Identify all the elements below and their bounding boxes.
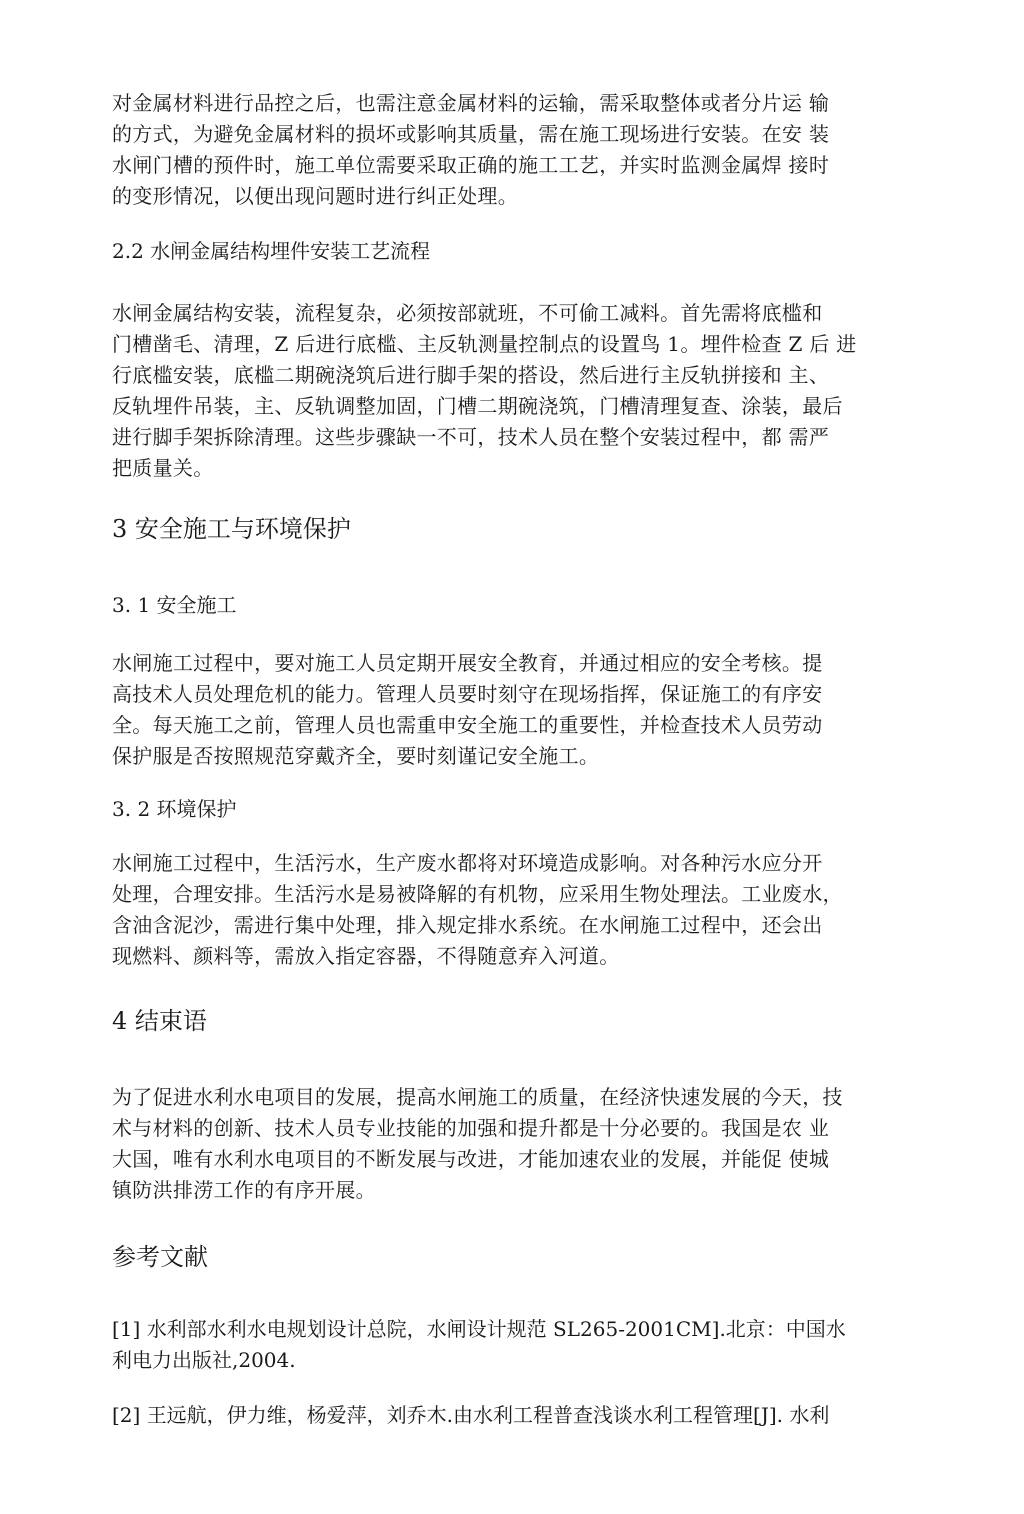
text-line: 镇防洪排涝工作的有序开展。	[112, 1178, 376, 1202]
reference-1	[112, 1314, 846, 1376]
text-line: 大国，唯有水利水电项目的不断发展与改进，才能加速农业的发展，并能促 使城	[112, 1147, 830, 1171]
text-line: 的变形情况，以便出现问题时进行纠正处理。	[112, 184, 518, 208]
text-line: 全。每天施工之前，管理人员也需重申安全施工的重要性，并检查技术人员劳动	[112, 713, 823, 737]
text-line: 高技术人员处理危机的能力。管理人员要时刻守在现场指挥，保证施工的有序安	[112, 682, 823, 706]
paragraph-metal-transport	[112, 88, 829, 212]
heading-references: 参考文献	[112, 1243, 208, 1271]
text-line: 为了促进水利水电项目的发展，提高水闸施工的质量，在经济快速发展的今天，技	[112, 1085, 843, 1109]
paragraph-environment	[112, 848, 843, 972]
heading-section-3: 3 安全施工与环境保护	[112, 515, 351, 543]
subheading-3-1: 3. 1 安全施工	[112, 593, 237, 617]
subheading-2-2: 2.2 水闸金属结构埋件安装工艺流程	[112, 239, 431, 263]
text-line: [1] 水利部水利水电规划设计总院，水闸设计规范 SL265-2001CM].北京：中国水	[112, 1317, 846, 1341]
text-line: 水闸金属结构安装，流程复杂，必须按部就班，不可偷工减料。首先需将底槛和	[112, 301, 823, 325]
text-line: 水闸施工过程中，要对施工人员定期开展安全教育，并通过相应的安全考核。提	[112, 651, 823, 675]
paragraph-conclusion	[112, 1082, 843, 1206]
text-line: 含油含泥沙，需进行集中处理，排入规定排水系统。在水闸施工过程中，还会出	[112, 913, 823, 937]
text-line: 反轨埋件吊装，主、反轨调整加固，门槽二期碗浇筑，门槽清理复查、涂装，最后	[112, 394, 843, 418]
reference-2	[112, 1400, 829, 1431]
subheading-3-2: 3. 2 环境保护	[112, 797, 237, 821]
text-line: 术与材料的创新、技术人员专业技能的加强和提升都是十分必要的。我国是农 业	[112, 1116, 830, 1140]
text-line: 处理，合理安排。生活污水是易被降解的有机物，应采用生物处理法。工业废水，	[112, 882, 843, 906]
text-line: 保护服是否按照规范穿戴齐全，要时刻谨记安全施工。	[112, 744, 600, 768]
paragraph-install-process	[112, 298, 857, 484]
text-line: 现燃料、颜料等，需放入指定容器，不得随意弃入河道。	[112, 944, 620, 968]
text-line: 进行脚手架拆除清理。这些步骤缺一不可，技术人员在整个安装过程中，都 需严	[112, 425, 830, 449]
text-line: 把质量关。	[112, 456, 214, 480]
text-line: 行底槛安装，底槛二期碗浇筑后进行脚手架的搭设，然后进行主反轨拼接和 主、	[112, 363, 830, 387]
text-line: 利电力出版社,2004.	[112, 1348, 296, 1372]
text-line: 对金属材料进行品控之后，也需注意金属材料的运输，需采取整体或者分片运 输	[112, 91, 830, 115]
text-line: 水闸施工过程中，生活污水，生产废水都将对环境造成影响。对各种污水应分开	[112, 851, 823, 875]
text-line: 水闸门槽的预件时，施工单位需要采取正确的施工工艺，并实时监测金属焊 接时	[112, 153, 830, 177]
text-line: 门槽凿毛、清理，Z 后进行底槛、主反轨测量控制点的设置鸟 1。埋件检查 Z 后 进	[112, 332, 857, 356]
text-line: 的方式，为避免金属材料的损坏或影响其质量，需在施工现场进行安装。在安 装	[112, 122, 830, 146]
heading-section-4: 4 结束语	[112, 1007, 207, 1035]
text-line: [2] 王远航，伊力维，杨爱萍，刘乔木.由水利工程普查浅谈水利工程管理[J]. 水利	[112, 1403, 830, 1427]
paragraph-safety	[112, 648, 823, 772]
